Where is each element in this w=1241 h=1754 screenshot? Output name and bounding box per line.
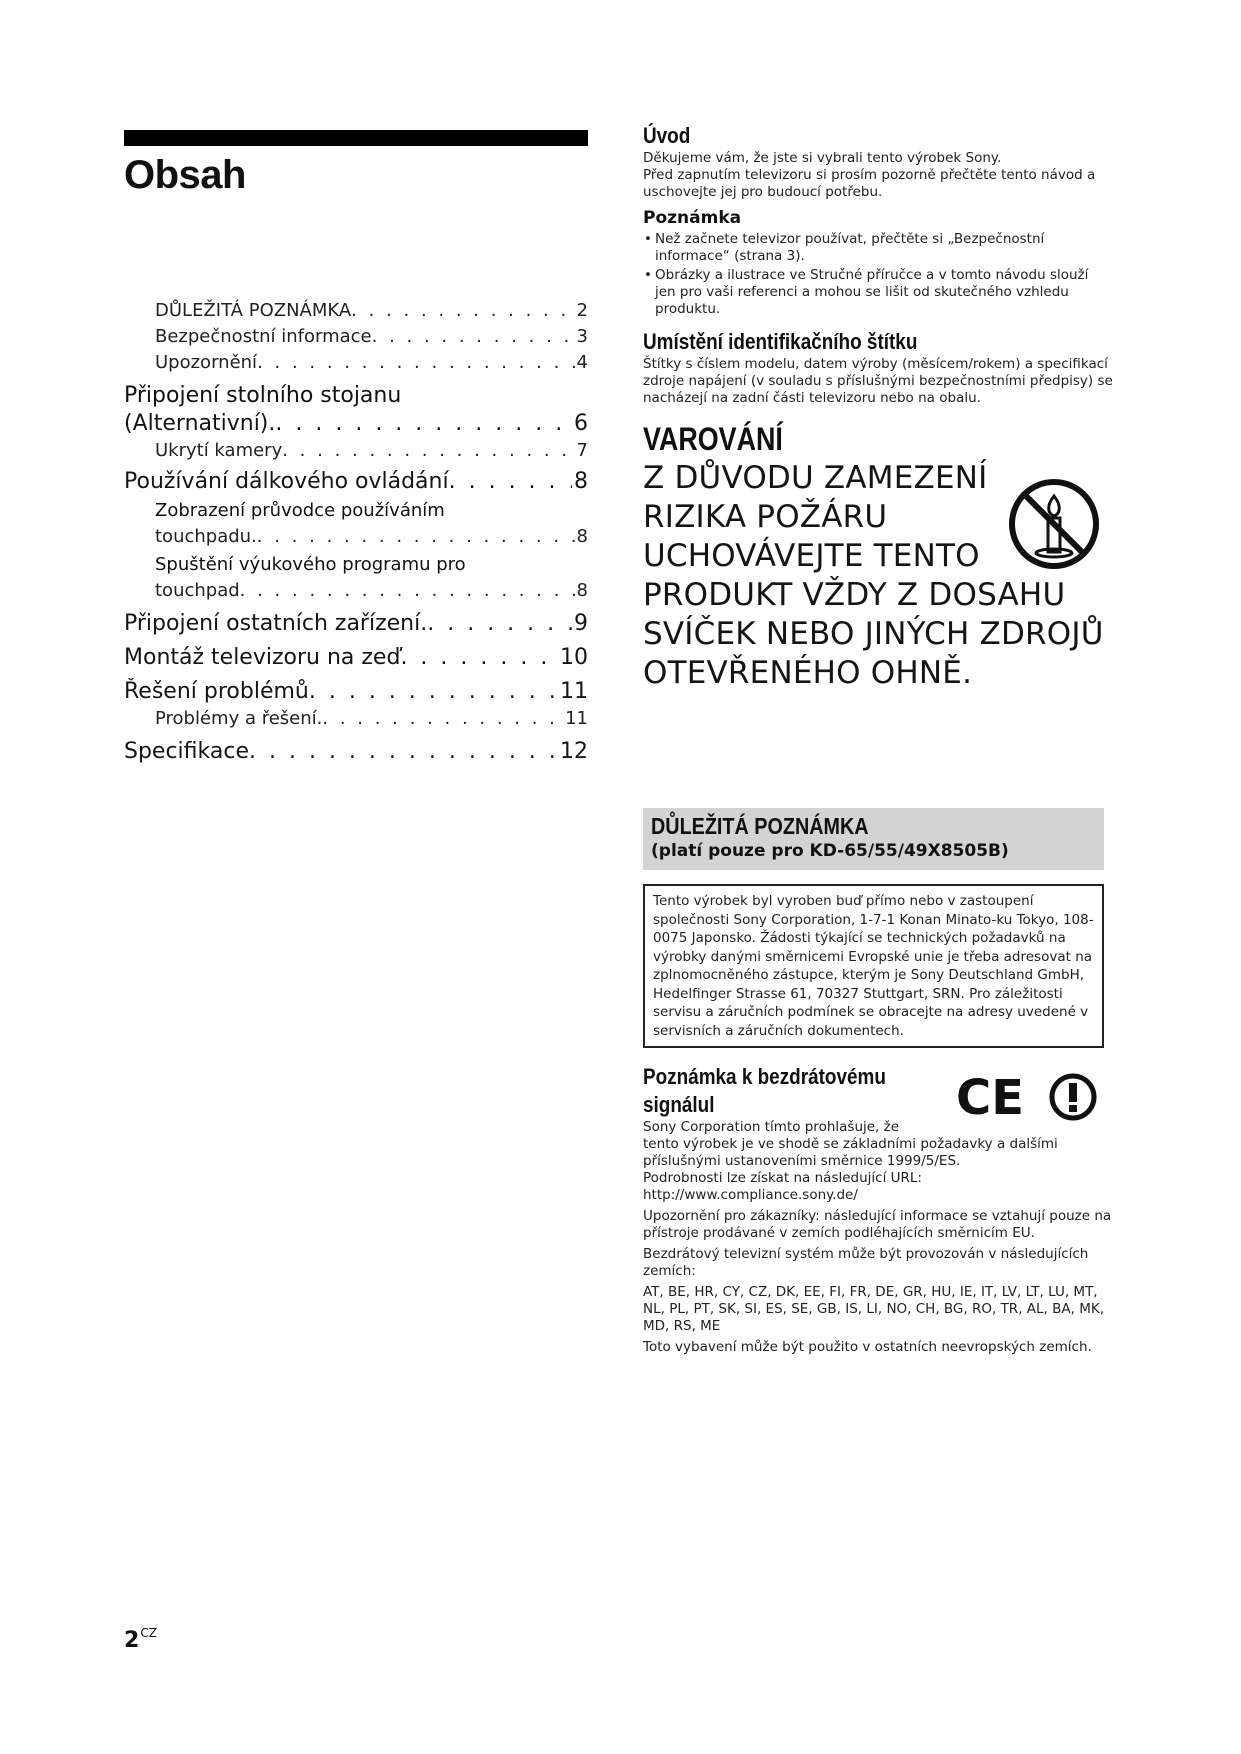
page-suffix: CZ [140,1626,157,1640]
paragraph: Bezdrátový televizní systém může být provozován v následujících zemích: [643,1246,1089,1279]
note-heading: Poznámka [643,208,742,228]
toc-entry[interactable]: Používání dálkového ovládání . . . 8 [124,468,588,496]
toc-entry[interactable]: Řešení problémů . . . 11 [124,678,588,706]
paragraph: Toto vybavení může být použito v ostatních neevropských zemích. [643,1339,1092,1355]
alert-icon [1048,1072,1098,1122]
important-note-title: DŮLEŽITÁ POZNÁMKA [651,813,869,839]
page-number: $2^{CZ}$ [124,1626,157,1653]
warning-line: SVÍČEK NEBO JINÝCH ZDROJŮ [643,616,1104,652]
wireless-heading-line: signálul [643,1092,715,1117]
toc-entry[interactable]: touchpadu. . . . 8 [124,524,588,550]
toc-entry[interactable]: Montáž televizoru na zeď . . . 10 [124,644,588,672]
wireless-heading-line: Poznámka k bezdrátovému [643,1064,886,1089]
toc-list [124,298,588,766]
warning-line: PRODUKT VŽDY Z DOSAHU [643,577,1066,613]
note-item: • Než začnete televizor používat, přečtěte si „Bezpečnostní informace“ (strana 3). [655,231,1113,265]
toc-entry[interactable]: touchpad . . . 8 [124,578,588,604]
toc-entry-line[interactable]: Zobrazení průvodce používáním [155,500,445,521]
toc-entry[interactable]: Specifikace . . . 12 [124,738,588,766]
toc-entry[interactable]: Ukrytí kamery . . . 7 [124,438,588,464]
section-heading-label: Umístění identifikačního štítku [643,329,918,354]
note-item: • Obrázky a ilustrace ve Stručné příručce a v tomto návodu slouží jen pro vaši referenci a mohou se lišit od skutečného vzhledu produktu. [655,267,1113,318]
toc-entry[interactable]: Upozornění . . . 4 [124,350,588,376]
toc-entry-line[interactable]: Připojení stolního stojanu [124,383,402,408]
country-list: AT, BE, HR, CY, CZ, DK, EE, FI, FR, DE, GR, HU, IE, IT, LV, LT, LU, MT, NL, PL, PT, SK, SI, ES, SE, GB, IS, LI, NO, CH, BG, RO, TR, AL, BA, MK, MD, RS, ME [643,1284,1104,1334]
toc-entry[interactable]: DŮLEŽITÁ POZNÁMKA . . . 2 [124,298,588,324]
warning-line: OTEVŘENÉHO OHNĚ. [643,655,973,691]
no-open-flame-icon [1006,476,1102,572]
note-list [643,231,1113,318]
ce-marks [956,1068,1116,1124]
toc-entry[interactable]: (Alternativní). . . . 6 [124,410,588,438]
svg-text:CE: CE [956,1070,1025,1124]
important-note-text: Tento výrobek byl vyroben buď přímo nebo v zastoupení společnosti Sony Corporation, 1-7-1 Konan Minato-ku Tokyo, 108-0075 Japonsko. Žádosti týkající se technických požadavků na výrobky danými směrnicemi Evropské unie je třeba adresovat na zplnomocněného zástupce, kterým je Sony Deutschland GmbH, Hedelfinger Strasse 61, 70327 Stuttgart, SRN. Pro záležitosti servisu a záručních podmínek se obracejte na adresy uvedené v servisních a záručních dokumentech. [643,884,1104,1048]
warning-line: UCHOVÁVEJTE TENTO [643,538,980,574]
paragraph: Děkujeme vám, že jste si vybrali tento výrobek Sony. [643,150,1002,166]
warning-heading: VAROVÁNÍ [643,421,783,457]
content-column [643,122,1113,693]
paragraph: Upozornění pro zákazníky: následující informace se vztahují pouze na přístroje prodávané v zemích podléhajících směrnicím EU. [643,1208,1112,1241]
paragraph: tento výrobek je ve shodě se základními požadavky a dalšími příslušnými ustanoveními směrnice 1999/5/ES. [643,1136,1058,1169]
paragraph: Podrobnosti lze získat na následující URL: [643,1170,922,1186]
warning-line: Z DŮVODU ZAMEZENÍ [643,460,988,496]
toc-title: Obsah [124,153,246,197]
url-text: http://www.compliance.sony.de/ [643,1187,858,1203]
title-bar [124,130,588,146]
paragraph: Sony Corporation tímto prohlašuje, že [643,1119,900,1135]
important-note-header [643,808,1104,870]
toc-entry-line[interactable]: Spuštění výukového programu pro [155,554,466,575]
section-heading-uvod: Úvod [643,123,691,148]
warning-line: RIZIKA POŽÁRU [643,499,888,535]
paragraph: Štítky s číslem modelu, datem výroby (měsícem/rokem) a specifikací zdroje napájení (v souladu s příslušnými bezpečnostními předpisy) se nacházejí na zadní části televizoru nebo na obalu. [643,356,1113,406]
toc-column [124,130,588,764]
toc-entry[interactable]: Problémy a řešení. . . . 11 [124,706,588,732]
toc-entry[interactable]: Bezpečnostní informace . . . 3 [124,324,588,350]
paragraph: Před zapnutím televizoru si prosím pozorně přečtěte tento návod a uschovejte jej pro budoucí potřebu. [643,167,1096,200]
toc-entry[interactable]: Připojení ostatních zařízení. . . . 9 [124,610,588,638]
important-note-subtitle: (platí pouze pro KD-65/55/49X8505B) [651,841,1009,861]
